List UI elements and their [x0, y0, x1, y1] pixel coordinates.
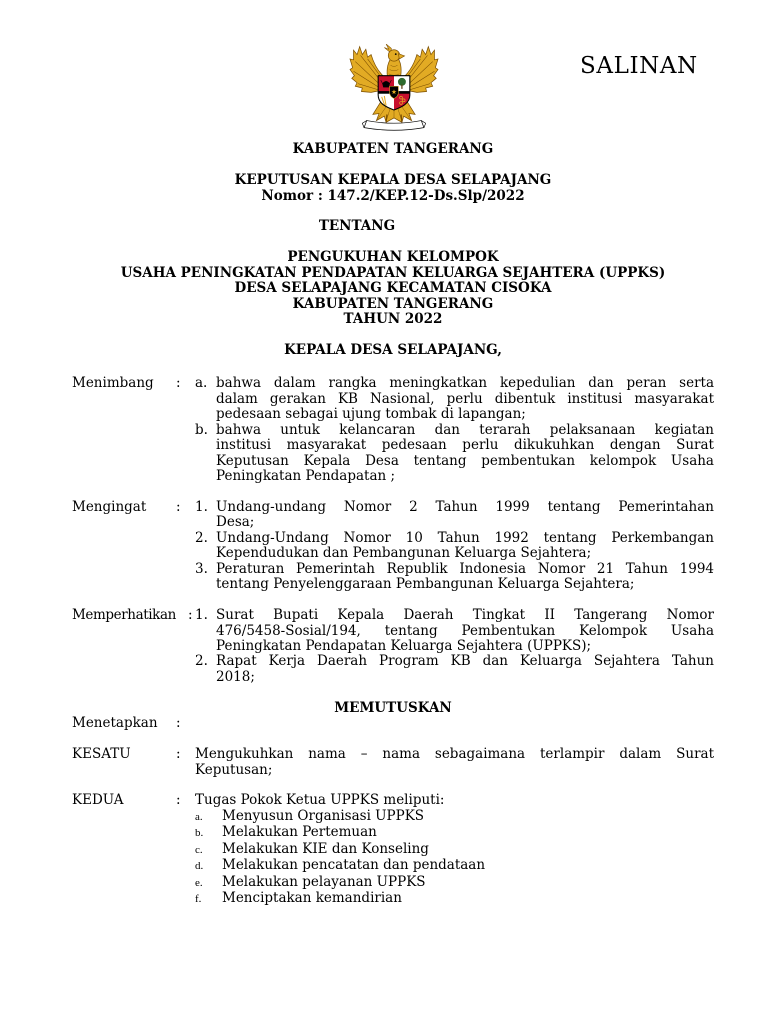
- section-label: Mengingat: [72, 498, 147, 515]
- blank-line: [72, 685, 714, 700]
- text-line: dalam gerakan KB Nasional, perlu dibentuk institusi masyarakat: [216, 390, 714, 407]
- about-label: TENTANG: [318, 218, 396, 235]
- section-intro: Tugas Pokok Ketua UPPKS meliputi:: [195, 792, 445, 809]
- text-line: bahwa untuk kelancaran dan terarah pelaksanaan kegiatan: [216, 421, 714, 438]
- list-item: [195, 531, 714, 562]
- item-text: [216, 531, 714, 562]
- list-item: [195, 500, 714, 531]
- item-text: Melakukan KIE dan Konseling: [222, 840, 429, 857]
- item-text: [216, 423, 714, 485]
- item-marker: a.: [195, 375, 208, 392]
- text-line: Mengukuhkan nama – nama sebagaimana terlampir dalam Surat: [195, 746, 714, 763]
- decree-heading: [9, 142, 768, 358]
- item-marker: 2.: [195, 529, 208, 546]
- item-marker: a.: [195, 810, 203, 823]
- text-line: institusi masyarakat pedesaan perlu dikukuhkan dengan Surat: [216, 437, 714, 454]
- text-line: Keputusan Kepala Desa tentang pembentukan kelompok Usaha: [216, 452, 714, 469]
- text-line: 2018;: [216, 668, 255, 685]
- section-label: Menetapkan: [72, 715, 158, 732]
- colon-separator: :: [176, 375, 181, 392]
- colon-separator: :: [176, 792, 181, 809]
- list-item: [195, 875, 714, 891]
- item-text: [216, 608, 714, 654]
- subject-line: DESA SELAPAJANG KECAMATAN CISOKA: [234, 280, 552, 297]
- list-item: [195, 809, 714, 825]
- item-marker: 2.: [195, 653, 208, 670]
- section-label: KEDUA: [72, 792, 124, 809]
- text-line: bahwa dalam rangka meningkatkan kepedulian dan peran serta: [216, 375, 714, 392]
- blank-line: [72, 593, 714, 608]
- text-line: Keputusan;: [195, 761, 273, 778]
- item-text: [216, 654, 714, 685]
- text-line: Surat Bupati Kepala Daerah Tingkat II Tangerang Nomor: [216, 607, 714, 624]
- emblem-head: [384, 44, 404, 61]
- item-text: Menciptakan kemandirian: [222, 890, 402, 907]
- item-marker: c.: [195, 843, 203, 856]
- colon-separator: :: [188, 607, 193, 624]
- blank-line: [72, 778, 714, 793]
- colon-separator: :: [176, 498, 181, 515]
- item-marker: b.: [195, 827, 204, 840]
- item-text: Melakukan pencatatan dan pendataan: [222, 857, 486, 874]
- copy-stamp-label: SALINAN: [580, 53, 698, 79]
- subject-line: TAHUN 2022: [343, 311, 443, 328]
- section-label: Memperhatikan: [72, 607, 176, 624]
- text-line: Undang-undang Nomor 2 Tahun 1999 tentang Pemerintahan: [216, 498, 714, 515]
- list-item: [195, 825, 714, 841]
- item-text: Melakukan pelayanan UPPKS: [222, 873, 426, 890]
- text-line: Peraturan Pemerintah Republik Indonesia Nomor 21 Tahun 1994: [216, 560, 714, 577]
- colon-separator: :: [176, 746, 181, 763]
- emblem-ribbon: [362, 121, 425, 131]
- item-list: [195, 608, 714, 685]
- item-marker: 3.: [195, 560, 208, 577]
- issuer-title: KEPALA DESA SELAPAJANG,: [284, 341, 502, 358]
- section-label: KESATU: [72, 746, 131, 763]
- item-list: [195, 376, 714, 484]
- text-line: Peningkatan Pendapatan Keluarga Sejahtera (UPPKS);: [216, 637, 592, 654]
- item-marker: f.: [195, 893, 202, 906]
- decree-title: KEPUTUSAN KEPALA DESA SELAPAJANG: [234, 172, 552, 189]
- item-marker: 1.: [195, 607, 208, 624]
- blank-line: [9, 235, 768, 250]
- section-label: Menimbang: [72, 375, 154, 392]
- item-marker: b.: [195, 421, 208, 438]
- blank-line: [9, 328, 768, 343]
- emblem-shield: [378, 76, 410, 110]
- list-item: [195, 858, 714, 874]
- subject-line: USAHA PENINGKATAN PENDAPATAN KELUARGA SEJAHTERA (UPPKS): [120, 264, 666, 281]
- section-menetapkan: [72, 716, 714, 731]
- item-marker: 1.: [195, 498, 208, 515]
- item-text: [216, 500, 714, 531]
- text-line: Undang-Undang Nomor 10 Tahun 1992 tentang Perkembangan: [216, 529, 714, 546]
- section-mengingat: [72, 500, 714, 593]
- list-item: [195, 562, 714, 593]
- section-memperhatikan: [72, 608, 714, 685]
- subject-line: KABUPATEN TANGERANG: [292, 295, 494, 312]
- list-item: [195, 423, 714, 485]
- list-item: [195, 891, 714, 907]
- list-item: [195, 842, 714, 858]
- list-item: [195, 376, 714, 422]
- section-text: [195, 747, 714, 778]
- item-list: [195, 500, 714, 593]
- blank-line: [72, 732, 714, 747]
- item-text: [216, 562, 714, 593]
- list-item: [195, 654, 714, 685]
- item-text: [216, 376, 714, 422]
- regency-name: KABUPATEN TANGERANG: [292, 141, 494, 158]
- text-line: pedesaan sebagai ujung tombak di lapangan;: [216, 406, 526, 423]
- item-marker: e.: [195, 876, 203, 889]
- blank-line: [72, 484, 714, 499]
- blank-line: [9, 204, 768, 219]
- section-kesatu: [72, 747, 714, 778]
- emblem-graphic: [349, 44, 439, 132]
- text-line: 476/5458-Sosial/194, tentang Pembentukan Kelompok Usaha: [216, 622, 714, 639]
- decree-number: Nomor : 147.2/KEP.12-Ds.Slp/2022: [261, 187, 525, 204]
- colon-separator: :: [176, 715, 181, 732]
- item-text: Menyusun Organisasi UPPKS: [222, 807, 425, 824]
- blank-line: [9, 158, 768, 173]
- list-item: [195, 608, 714, 654]
- item-list: [195, 793, 714, 907]
- section-menimbang: [72, 376, 714, 484]
- decree-body: [72, 376, 714, 907]
- decision-heading: MEMUTUSKAN: [334, 699, 452, 716]
- text-line: Rapat Kerja Daerah Program KB dan Keluarga Sejahtera Tahun: [216, 653, 714, 670]
- subject-line: PENGUKUHAN KELOMPOK: [287, 249, 499, 266]
- item-text: Melakukan Pertemuan: [222, 824, 377, 841]
- text-line: Peningkatan Pendapatan ;: [216, 468, 396, 485]
- text-line: Kependudukan dan Pembangunan Keluarga Sejahtera;: [216, 545, 592, 562]
- section-kedua: [72, 793, 714, 907]
- text-line: tentang Penyelenggaraan Pembangunan Keluarga Sejahtera;: [216, 576, 635, 593]
- item-marker: d.: [195, 860, 204, 873]
- garuda-pancasila-icon: [349, 44, 439, 132]
- text-line: Desa;: [216, 514, 255, 531]
